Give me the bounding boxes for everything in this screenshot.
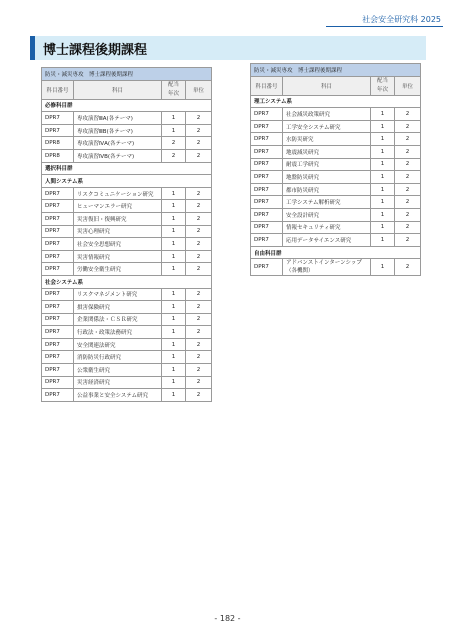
course-subject: アドバンストインターンシップ（各機関） xyxy=(283,259,371,276)
course-credit: 2 xyxy=(186,326,212,339)
course-subject: 情報セキュリティ研究 xyxy=(283,221,371,234)
course-credit: 2 xyxy=(186,351,212,364)
course-code: DPR8 xyxy=(42,137,74,150)
course-year: 1 xyxy=(162,326,186,339)
course-code: DPR7 xyxy=(251,234,283,247)
course-subject: 安全関連法研究 xyxy=(74,338,162,351)
course-credit: 2 xyxy=(186,263,212,276)
table-row xyxy=(251,196,421,209)
course-code: DPR7 xyxy=(251,196,283,209)
course-subject: 地盤防災研究 xyxy=(283,171,371,184)
table-row xyxy=(251,234,421,247)
course-credit: 2 xyxy=(186,149,212,162)
table-row xyxy=(42,301,212,314)
course-year: 1 xyxy=(162,351,186,364)
course-credit: 2 xyxy=(186,137,212,150)
course-subject: 企業関係法・ＣＳＲ研究 xyxy=(74,313,162,326)
course-subject: 安全設計研究 xyxy=(283,208,371,221)
course-year: 1 xyxy=(162,263,186,276)
column-header-subject: 科目 xyxy=(283,76,371,95)
course-credit: 2 xyxy=(186,212,212,225)
table-caption-row xyxy=(42,68,212,81)
subgroup-row xyxy=(251,95,421,108)
course-code: DPR7 xyxy=(42,313,74,326)
course-credit: 2 xyxy=(186,313,212,326)
course-code: DPR7 xyxy=(251,158,283,171)
course-credit: 2 xyxy=(186,338,212,351)
course-credit: 2 xyxy=(186,301,212,314)
course-code: DPR7 xyxy=(42,351,74,364)
column-header-credit: 単位 xyxy=(395,76,421,95)
course-credit: 2 xyxy=(395,120,421,133)
course-code: DPR7 xyxy=(251,145,283,158)
header-rule xyxy=(326,26,443,27)
table-row xyxy=(42,124,212,137)
course-subject: 社会安全思想研究 xyxy=(74,238,162,251)
course-year: 1 xyxy=(162,212,186,225)
table-row xyxy=(42,364,212,377)
subgroup-row xyxy=(42,175,212,188)
course-credit: 2 xyxy=(186,250,212,263)
column-header-code: 科目番号 xyxy=(42,80,74,99)
table-row xyxy=(42,313,212,326)
course-year: 1 xyxy=(371,133,395,146)
course-code: DPR7 xyxy=(42,338,74,351)
table-row xyxy=(42,376,212,389)
course-year: 1 xyxy=(162,225,186,238)
course-credit: 2 xyxy=(186,376,212,389)
course-subject: 専攻演習ⅣA(各テーマ) xyxy=(74,137,162,150)
course-year: 1 xyxy=(162,112,186,125)
subgroup-label: 社会システム系 xyxy=(42,275,212,288)
course-year: 1 xyxy=(371,183,395,196)
course-credit: 2 xyxy=(395,133,421,146)
course-subject: 応用データサイエンス研究 xyxy=(283,234,371,247)
course-credit: 2 xyxy=(395,234,421,247)
course-credit: 2 xyxy=(395,158,421,171)
course-subject: 災害情報研究 xyxy=(74,250,162,263)
course-year: 2 xyxy=(162,149,186,162)
course-credit: 2 xyxy=(186,389,212,402)
course-code: DPR7 xyxy=(42,212,74,225)
table-row xyxy=(251,133,421,146)
course-credit: 2 xyxy=(395,196,421,209)
course-credit: 2 xyxy=(186,200,212,213)
table-row xyxy=(42,200,212,213)
table-caption-row xyxy=(251,64,421,77)
course-code: DPR7 xyxy=(42,225,74,238)
course-credit: 2 xyxy=(186,124,212,137)
subgroup-label: 人間システム系 xyxy=(42,175,212,188)
course-code: DPR7 xyxy=(42,250,74,263)
course-year: 1 xyxy=(162,250,186,263)
course-code: DPR8 xyxy=(42,149,74,162)
course-table-right xyxy=(250,63,421,276)
group-label: 自由科目群 xyxy=(251,246,421,259)
table-row xyxy=(251,158,421,171)
course-year: 1 xyxy=(162,364,186,377)
table-row xyxy=(42,238,212,251)
course-subject: ヒューマンエラー研究 xyxy=(74,200,162,213)
course-year: 1 xyxy=(371,158,395,171)
table-row xyxy=(42,137,212,150)
table-row xyxy=(42,112,212,125)
course-code: DPR7 xyxy=(251,221,283,234)
course-code: DPR7 xyxy=(251,120,283,133)
course-credit: 2 xyxy=(186,288,212,301)
course-subject: 工学安全システム研究 xyxy=(283,120,371,133)
course-code: DPR7 xyxy=(42,112,74,125)
course-year: 1 xyxy=(371,234,395,247)
course-code: DPR7 xyxy=(42,301,74,314)
course-credit: 2 xyxy=(395,145,421,158)
table-row xyxy=(42,326,212,339)
course-code: DPR7 xyxy=(251,208,283,221)
course-subject: 専攻演習ⅢA(各テーマ) xyxy=(74,112,162,125)
table-row xyxy=(251,183,421,196)
table-header-row xyxy=(42,80,212,99)
course-year: 1 xyxy=(371,171,395,184)
group-row xyxy=(42,162,212,175)
table-row xyxy=(251,145,421,158)
column-header-subject: 科目 xyxy=(74,80,162,99)
course-year: 1 xyxy=(371,221,395,234)
course-subject: リスクコミュニケーション研究 xyxy=(74,187,162,200)
table-header-row xyxy=(251,76,421,95)
course-subject: 社会減災政策研究 xyxy=(283,108,371,121)
table-row xyxy=(251,221,421,234)
course-code: DPR7 xyxy=(251,171,283,184)
course-subject: 災害経済研究 xyxy=(74,376,162,389)
course-year: 2 xyxy=(162,137,186,150)
course-subject: 災害心理研究 xyxy=(74,225,162,238)
table-caption: 防災・減災専攻 博士課程後期課程 xyxy=(251,64,421,77)
course-subject: 損害保険研究 xyxy=(74,301,162,314)
course-code: DPR7 xyxy=(251,259,283,276)
table-row xyxy=(42,149,212,162)
course-subject: 専攻演習ⅣB(各テーマ) xyxy=(74,149,162,162)
course-code: DPR7 xyxy=(42,364,74,377)
course-year: 1 xyxy=(371,196,395,209)
course-credit: 2 xyxy=(186,187,212,200)
course-code: DPR7 xyxy=(42,187,74,200)
course-subject: 都市防災研究 xyxy=(283,183,371,196)
table-row xyxy=(42,351,212,364)
course-year: 1 xyxy=(162,338,186,351)
table-row xyxy=(251,259,421,276)
course-credit: 2 xyxy=(395,208,421,221)
course-subject: 災害復旧・復興研究 xyxy=(74,212,162,225)
course-year: 1 xyxy=(162,301,186,314)
course-year: 1 xyxy=(162,313,186,326)
course-credit: 2 xyxy=(395,259,421,276)
course-year: 1 xyxy=(162,376,186,389)
column-header-code: 科目番号 xyxy=(251,76,283,95)
course-year: 1 xyxy=(162,200,186,213)
section-title: 博士課程後期課程 xyxy=(43,43,148,58)
course-subject: 消防防災行政研究 xyxy=(74,351,162,364)
course-code: DPR7 xyxy=(42,326,74,339)
table-row xyxy=(251,171,421,184)
group-row xyxy=(251,246,421,259)
course-code: DPR7 xyxy=(42,124,74,137)
course-year: 1 xyxy=(371,108,395,121)
course-subject: 工学システム解析研究 xyxy=(283,196,371,209)
course-year: 1 xyxy=(162,288,186,301)
table-row xyxy=(42,212,212,225)
course-credit: 2 xyxy=(395,221,421,234)
course-subject: 水防災研究 xyxy=(283,133,371,146)
course-credit: 2 xyxy=(186,364,212,377)
course-subject: 耐震工学研究 xyxy=(283,158,371,171)
course-year: 1 xyxy=(162,389,186,402)
course-code: DPR7 xyxy=(251,133,283,146)
table-row xyxy=(42,338,212,351)
table-row xyxy=(42,225,212,238)
course-subject: 専攻演習ⅢB(各テーマ) xyxy=(74,124,162,137)
course-credit: 2 xyxy=(186,225,212,238)
course-code: DPR7 xyxy=(42,238,74,251)
course-code: DPR7 xyxy=(42,376,74,389)
column-header-year: 配当 年次 xyxy=(371,76,395,95)
column-header-year: 配当 年次 xyxy=(162,80,186,99)
course-subject: 公益事業と安全システム研究 xyxy=(74,389,162,402)
page-number: - 182 - xyxy=(214,614,241,623)
course-code: DPR7 xyxy=(251,108,283,121)
course-year: 1 xyxy=(162,124,186,137)
course-code: DPR7 xyxy=(42,263,74,276)
table-row xyxy=(42,389,212,402)
table-row xyxy=(42,288,212,301)
course-code: DPR7 xyxy=(42,288,74,301)
course-credit: 2 xyxy=(186,112,212,125)
group-label: 選択科目群 xyxy=(42,162,212,175)
column-header-credit: 単位 xyxy=(186,80,212,99)
course-year: 1 xyxy=(371,120,395,133)
subgroup-row xyxy=(42,275,212,288)
course-year: 1 xyxy=(162,187,186,200)
course-credit: 2 xyxy=(395,171,421,184)
course-year: 1 xyxy=(162,238,186,251)
course-subject: 地震減災研究 xyxy=(283,145,371,158)
course-code: DPR7 xyxy=(42,200,74,213)
table-row xyxy=(251,208,421,221)
course-year: 1 xyxy=(371,208,395,221)
course-year: 1 xyxy=(371,145,395,158)
course-code: DPR7 xyxy=(42,389,74,402)
table-row xyxy=(42,250,212,263)
table-caption: 防災・減災専攻 博士課程後期課程 xyxy=(42,68,212,81)
course-subject: 行政法・政策法務研究 xyxy=(74,326,162,339)
course-subject: 労働安全衛生研究 xyxy=(74,263,162,276)
course-year: 1 xyxy=(371,259,395,276)
course-subject: リスクマネジメント研究 xyxy=(74,288,162,301)
course-table-left xyxy=(41,67,212,402)
table-row xyxy=(42,187,212,200)
course-credit: 2 xyxy=(395,183,421,196)
group-label: 必修科目群 xyxy=(42,99,212,112)
course-code: DPR7 xyxy=(251,183,283,196)
subgroup-label: 理工システム系 xyxy=(251,95,421,108)
table-row xyxy=(251,108,421,121)
course-credit: 2 xyxy=(395,108,421,121)
course-credit: 2 xyxy=(186,238,212,251)
table-row xyxy=(251,120,421,133)
course-subject: 公衆衛生研究 xyxy=(74,364,162,377)
section-title-accent xyxy=(30,36,35,60)
group-row xyxy=(42,99,212,112)
running-title: 社会安全研究科 2025 xyxy=(362,15,441,24)
table-row xyxy=(42,263,212,276)
